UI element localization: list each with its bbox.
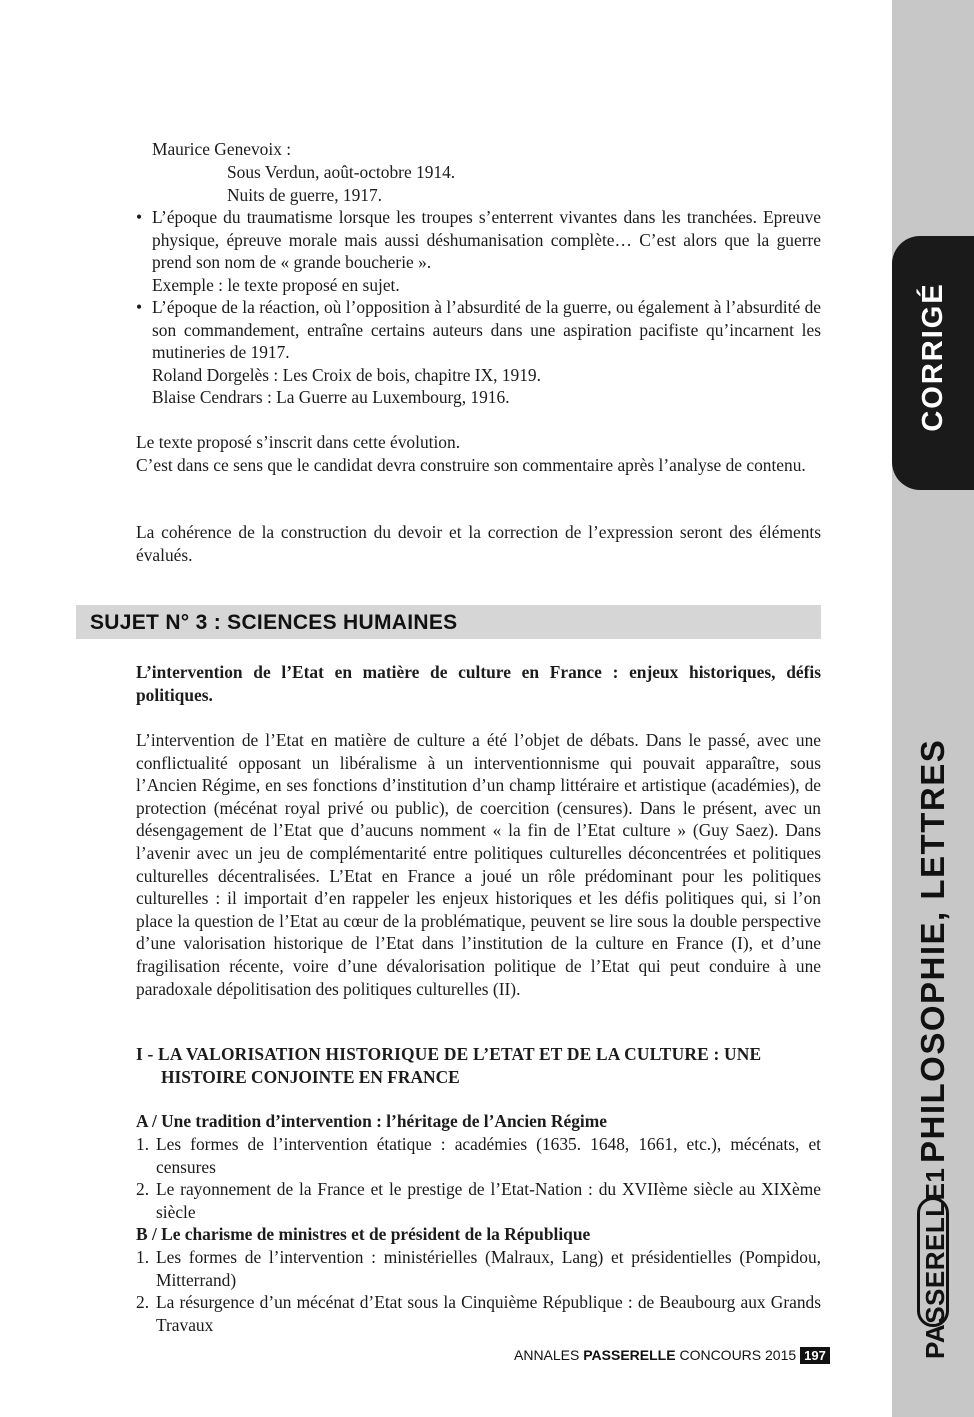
subject-title: L’intervention de l’Etat en matière de culture en France : enjeux historiques, défis politiques. [136,662,821,705]
footer-brand: PASSERELLE [583,1347,676,1363]
bullet-icon: • [136,297,143,317]
reference-line: Blaise Cendrars : La Guerre au Luxembourg, 1916. [152,387,510,407]
example-line: Exemple : le texte proposé en sujet. [152,275,400,295]
bullet-icon: • [136,207,143,227]
bullet-item [136,206,821,274]
list-item [136,1133,821,1178]
footer-prefix: ANNALES [514,1347,584,1363]
list-item [136,1246,821,1291]
paragraph: Le texte proposé s’inscrit dans cette évolution. [136,432,461,452]
author-name: Maurice Genevoix : [152,139,292,159]
intro-paragraph: L’intervention de l’Etat en matière de culture a été l’objet de débats. Dans le passé, avec une conflictualité opposant un libéralisme à un interventionnisme qui pouvait apparaître, sous l’Ancien Régime, en ses fonctions d’institution d’un champ littéraire et artistique (académies), de protection (mécénat royal privé ou public), de coercition (censures). Dans le présent, avec un désengagement de l’Etat que d’aucuns nomment « la fin de l’Etat culture » (Guy Saez). Dans l’avenir avec un jeu de complémentarité entre politiques culturelles déconcentrées et politiques culturelles décentralisées. L’Etat en France a joué un rôle prédominant pour les politiques culturelles : il importait d’en rappeler les enjeux historiques et les défis politiques qui, si l’on place la question de l’Etat au cœur de la problématique, peuvent se lire sous la double perspective d’une valorisation historique de l’Etat dans l’institution de la culture en France (I), et d’une fragilisation récente, voire d’une dévalorisation politique de l’Etat qui peut conduire à une paradoxale dépolitisation des politiques culturelles (II). [136,730,821,999]
part-heading: I - LA VALORISATION HISTORIQUE DE L’ETAT ET DE LA CULTURE : UNE [136,1044,762,1064]
list-text: Les formes de l’intervention : ministérielles (Malraux, Lang) et présidentielles (Pompidou, Mitterrand) [156,1247,821,1290]
list-item [136,1178,821,1223]
list-text: Le rayonnement de la France et le prestige de l’Etat-Nation : du XVIIème siècle au XIXème siècle [156,1179,821,1222]
list-number: 2. [136,1179,150,1199]
list-item [136,1291,821,1336]
subject-sidebar-label: PHILOSOPHIE, LETTRES [914,738,951,1163]
list-text: La résurgence d’un mécénat d’Etat sous la Cinquième République : de Beaubourg aux Grands Travaux [156,1292,821,1335]
page-number: 197 [800,1347,830,1364]
subsection-heading: A / Une tradition d’intervention : l’héritage de l’Ancien Régime [136,1111,607,1131]
list-number: 1. [136,1247,150,1267]
list-number: 1. [136,1134,150,1154]
work-title: Nuits de guerre, 1917. [227,185,383,205]
corrige-tab-label: CORRIGÉ [917,282,949,432]
bullet-text: L’époque de la réaction, où l’opposition à l’absurdité de la guerre, ou également à l’absurdité de son commandement, entraîne certains auteurs dans une aspiration pacifiste qu’incarnent les mutineries de 1917. [152,297,821,363]
list-text: Les formes de l’intervention étatique : académies (1635. 1648, 1661, etc.), mécénats, et censures [156,1134,821,1177]
bullet-text: L’époque du traumatisme lorsque les troupes s’enterrent vivantes dans les tranchées. Epreuve physique, épreuve morale mais aussi déshumanisation complète… C’est alors que la guerre prend son nom de « grande boucherie ». [152,207,821,273]
list-number: 2. [136,1292,150,1312]
work-title: Sous Verdun, août-octobre 1914. [227,162,456,182]
part-heading-continued: HISTOIRE CONJOINTE EN FRANCE [161,1067,460,1087]
section-title: SUJET N° 3 : SCIENCES HUMAINES [90,611,458,634]
page-footer [514,1345,830,1365]
paragraph: La cohérence de la construction du devoir et la correction de l’expression seront des éléments évalués. [136,522,821,565]
paragraph: C’est dans ce sens que le candidat devra construire son commentaire après l’analyse de contenu. [136,455,806,475]
bullet-item [136,296,821,364]
subsection-heading: B / Le charisme de ministres et de président de la République [136,1224,591,1244]
brand-logo: PASSERELLE1 [920,1167,950,1359]
reference-line: Roland Dorgelès : Les Croix de bois, chapitre IX, 1919. [152,365,541,385]
footer-suffix: CONCOURS 2015 [675,1347,797,1363]
